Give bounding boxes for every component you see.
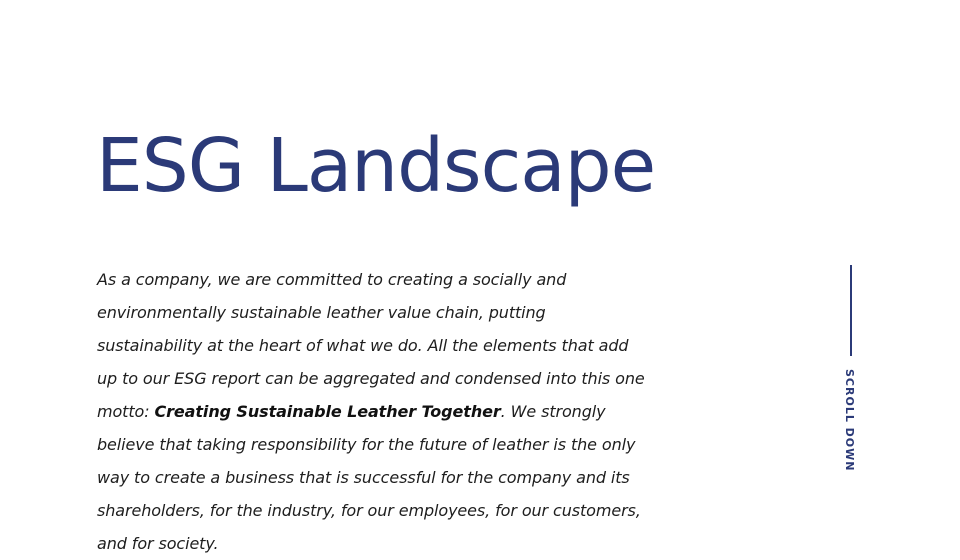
- intro-text-part2: . We strongly believe that taking responsibility for the future of leather is the only way to create a business that is successful for the company and its shareholders, for the industry, for our employees, for our customers, and for society.: [97, 402, 641, 553]
- scroll-line: [850, 265, 852, 356]
- intro-text-part1: As a company, we are committed to creating a socially and environmentally sustainable leather value chain, putting sustainability at the heart of what we do. All the elements that add up to our ESG report can be aggregated and condensed into this one motto:: [97, 270, 645, 421]
- intro-motto: Creating Sustainable Leather Together: [154, 402, 501, 421]
- intro-paragraph: [97, 263, 645, 560]
- page-title: ESG Landscape: [96, 123, 656, 209]
- scroll-down-label[interactable]: SCROLL DOWN: [843, 369, 856, 472]
- scroll-down-indicator[interactable]: [836, 265, 866, 472]
